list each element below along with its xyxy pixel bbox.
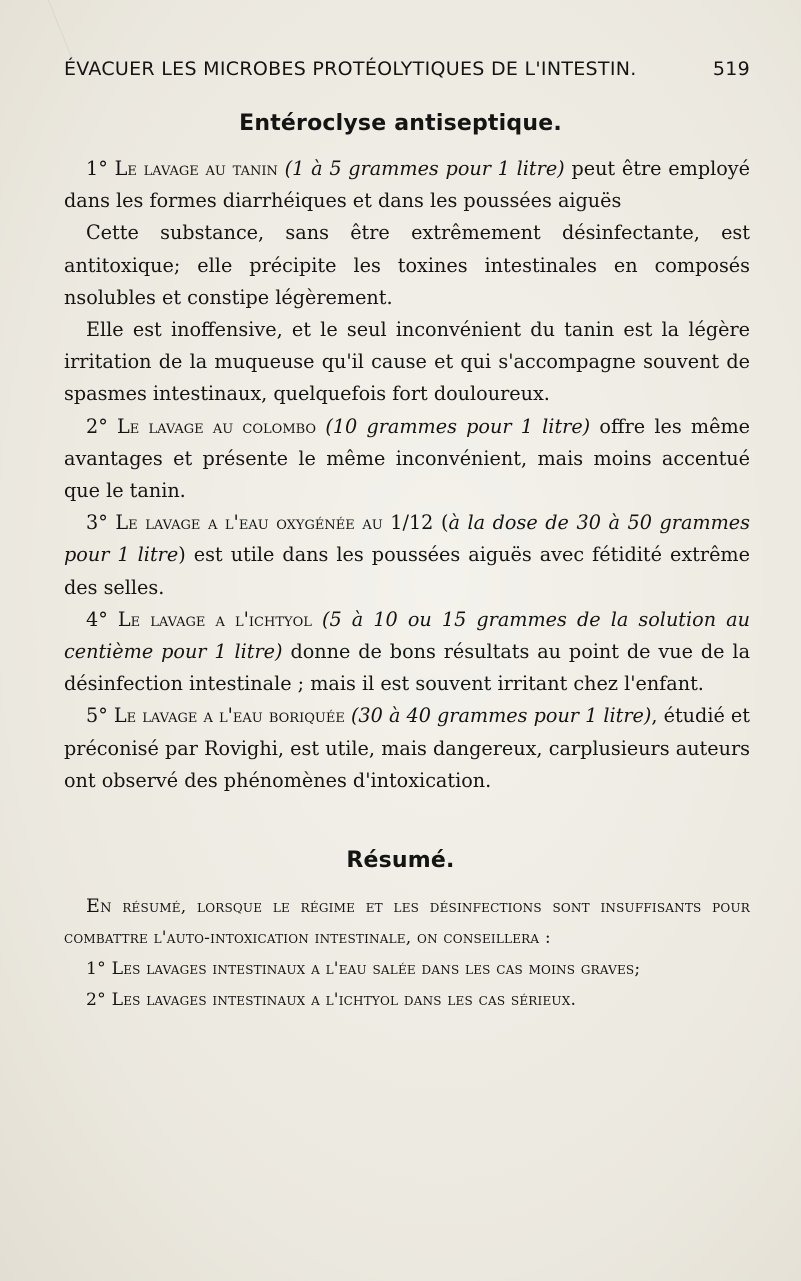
item-1: 1° Le lavage au tanin (1 à 5 grammes pour 1 litre) peut être employé dans les formes diarrhéiques et dans les poussées aiguës bbox=[64, 157, 750, 213]
summary-point-1: 1° Les lavages intestinaux a l'eau salée dans les cas moins graves; bbox=[86, 959, 641, 979]
item-2: 2° Le lavage au colombo (10 grammes pour 1 litre) offre les même avantages et présente le même inconvénient, mais moins accentué que le tanin. bbox=[64, 414, 750, 503]
summary-text bbox=[64, 891, 750, 1016]
item-5-text: , étudié et préconisé par Rovighi, est utile, mais dangereux, carplusieurs auteurs ont observé des phénomènes d'intoxication. bbox=[64, 704, 750, 792]
item-1-dose: (1 à 5 grammes pour 1 litre) bbox=[284, 157, 565, 180]
body-text bbox=[64, 153, 750, 797]
summary-point-2: 2° Les lavages intestinaux a l'ichtyol dans les cas sérieux. bbox=[86, 990, 577, 1010]
summary-title: Résumé. bbox=[346, 848, 455, 873]
item-3-text: est utile dans les poussées aiguës avec fétidité extrême des selles. bbox=[64, 543, 750, 599]
paragraph: Cette substance, sans être extrêmement désinfectante, est antitoxique; elle précipite les toxines intestinales en composés nsolubles et constipe légèrement. bbox=[64, 221, 750, 309]
item-3: 3° Le lavage a l'eau oxygénée au 1/12 (à la dose de 30 à 50 grammes pour 1 litre) est utile dans les poussées aiguës avec fétidité extrême des selles. bbox=[64, 511, 750, 599]
item-3-label: Le lavage a l'eau oxygénée au bbox=[115, 511, 383, 535]
section-title: Entéroclyse antiseptique. bbox=[239, 111, 562, 136]
item-4-text: donne de bons résultats au point de vue de la désinfection intestinale ; mais il est souvent irritant chez l'enfant. bbox=[64, 640, 751, 696]
running-head bbox=[64, 58, 750, 80]
item-2-label: Le lavage au colombo bbox=[117, 414, 317, 438]
item-5-dose: (30 à 40 grammes pour 1 litre) bbox=[350, 704, 652, 728]
paragraph: Elle est inoffensive, et le seul inconvénient du tanin est la légère irritation de la muqueuse qu'il cause et qui s'accompagne souvent de spasmes intestinaux, quelquefois fort douloureux. bbox=[64, 318, 750, 406]
item-5: 5° Le lavage a l'eau boriquée (30 à 40 grammes pour 1 litre), étudié et préconisé par Rovighi, est utile, mais dangereux, carplusieurs auteurs ont observé des phénomènes d'intoxication. bbox=[64, 704, 750, 792]
item-2-dose: (10 grammes pour 1 litre) bbox=[325, 414, 591, 438]
item-4: 4° Le lavage a l'ichtyol (5 à 10 ou 15 grammes de la solution au centième pour 1 litre) donne de bons résultats au point de vue de la désinfection intestinale ; mais il est souvent irritant chez l'enfant. bbox=[64, 607, 751, 696]
item-1-text: peut être employé dans les formes diarrhéiques et dans les poussées aiguës bbox=[64, 157, 750, 213]
running-title: ÉVACUER LES MICROBES PROTÉOLYTIQUES DE L'INTESTIN. bbox=[64, 58, 637, 80]
item-1-label: Le lavage au tanin bbox=[114, 157, 278, 180]
page-crease bbox=[48, 0, 153, 60]
page-number: 519 bbox=[712, 58, 750, 80]
item-4-dose: (5 à 10 ou 15 grammes de la solution au centième pour 1 litre) bbox=[64, 607, 750, 664]
item-4-label: Le lavage a l'ichtyol bbox=[117, 607, 312, 631]
item-2-text: offre les même avantages et présente le même inconvénient, mais moins accentué que le tanin. bbox=[64, 414, 750, 503]
item-3-dose: à la dose de 30 à 50 grammes pour 1 litre bbox=[64, 511, 750, 567]
summary-intro: En résumé, lorsque le régime et les désinfections sont insuffisants pour combattre l'auto-intoxication intestinale, on conseillera : bbox=[64, 895, 750, 948]
item-5-label: Le lavage a l'eau boriquée bbox=[113, 704, 345, 728]
